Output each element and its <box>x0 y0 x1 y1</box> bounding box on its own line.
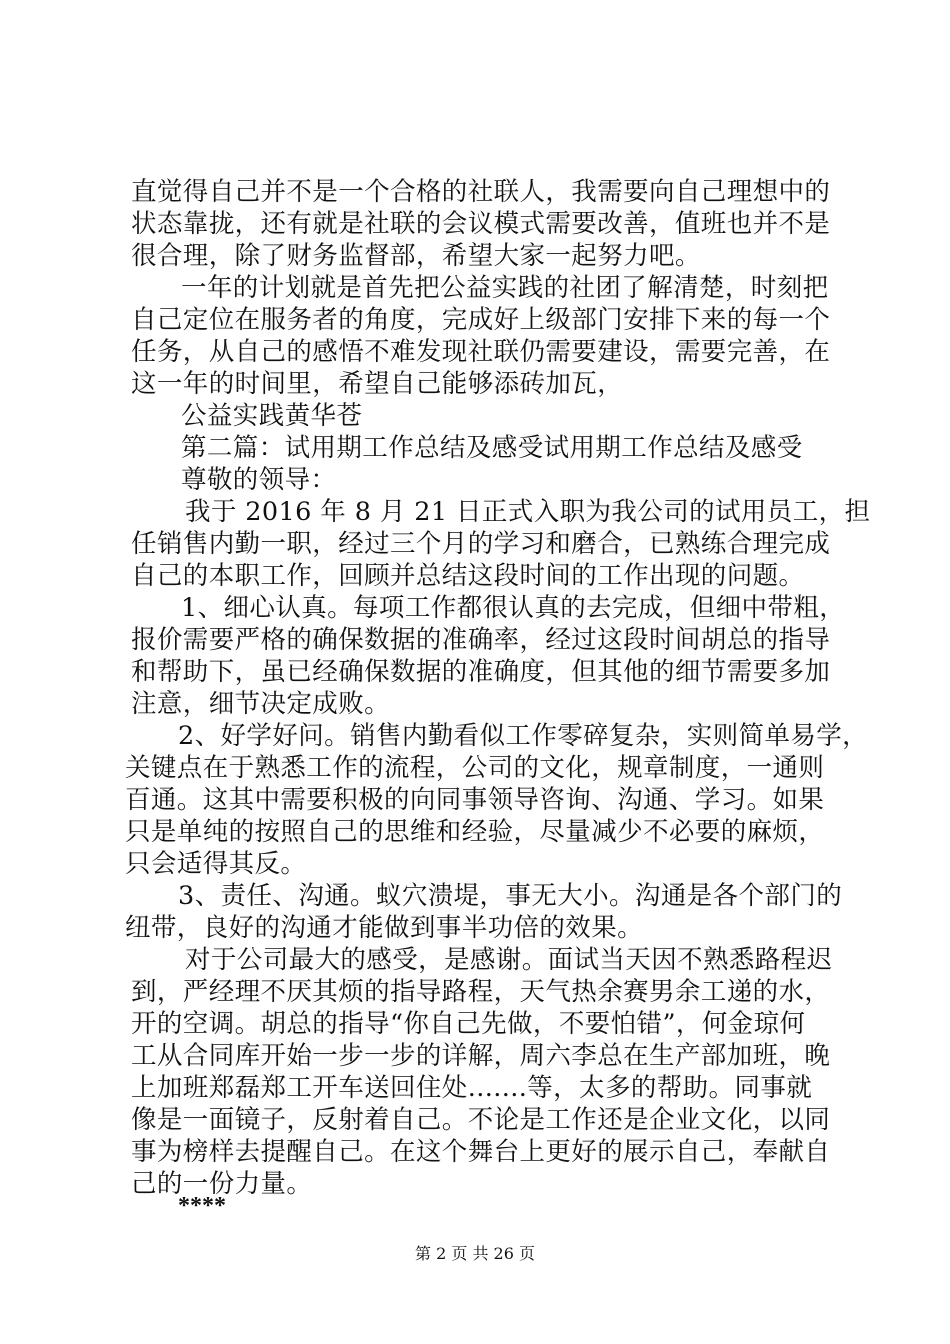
text-line: 1、细心认真。每项工作都很认真的去完成，但细中带粗， <box>181 593 846 623</box>
text-line: 我于 2016 年 8 月 21 日正式入职为我公司的试用员工，担 <box>185 497 871 527</box>
page-footer: 第 2 页 共 26 页 <box>415 1244 535 1263</box>
text-line: 一年的计划就是首先把公益实践的社团了解清楚，时刻把 <box>181 273 829 303</box>
text-line: 直觉得自己并不是一个合格的社联人，我需要向自己理想中的 <box>131 177 831 207</box>
text-line: 自己的本职工作，回顾并总结这段时间的工作出现的问题。 <box>131 561 805 591</box>
text-line: 任务，从自己的感悟不难发现社联仍需要建设，需要完善，在 <box>131 337 831 367</box>
text-line: 开的空调。胡总的指导“你自己先做，不要怕错”，何金琼何 <box>131 1009 806 1039</box>
text-line: 任销售内勤一职，经过三个月的学习和磨合，已熟练合理完成 <box>131 529 831 559</box>
text-line: 很合理，除了财务监督部，希望大家一起努力吧。 <box>131 241 701 271</box>
text-line: 事为榜样去提醒自己。在这个舞台上更好的展示自己，奉献自 <box>131 1137 831 1167</box>
text-line: 2、好学好问。销售内勤看似工作零碎复杂，实则简单易学， <box>178 721 869 751</box>
text-line: 3、责任、沟通。蚁穴溃堤，事无大小。沟通是各个部门的 <box>178 881 843 911</box>
separator-stars: **** <box>178 1193 226 1219</box>
text-line: 这一年的时间里，希望自己能够添砖加瓦， <box>131 369 624 399</box>
text-line: 状态靠拢，还有就是社联的会议模式需要改善，值班也并不是 <box>131 209 831 239</box>
text-line: 百通。这其中需要积极的向同事领导咨询、沟通、学习。如果 <box>125 785 825 815</box>
section-heading: 第二篇：试用期工作总结及感受试用期工作总结及感受 <box>181 433 803 463</box>
text-line: 像是一面镜子，反射着自己。不论是工作还是企业文化，以同 <box>131 1105 831 1135</box>
text-line: 自己定位在服务者的角度，完成好上级部门安排下来的每一个 <box>131 305 831 335</box>
text-line: 只是单纯的按照自己的思维和经验，尽量减少不必要的麻烦， <box>125 817 825 847</box>
text-line: 到，严经理不厌其烦的指导路程，天气热余赛男余工递的水， <box>131 977 831 1007</box>
signature-line: 公益实践黄华苍 <box>181 401 363 431</box>
text-line: 报价需要严格的确保数据的准确率，经过这段时间胡总的指导 <box>131 625 831 655</box>
text-line: 和帮助下，虽已经确保数据的准确度，但其他的细节需要多加 <box>131 657 831 687</box>
text-line: 工从合同库开始一步一步的详解，周六李总在生产部加班，晚 <box>131 1041 831 1071</box>
text-line: 纽带，良好的沟通才能做到事半功倍的效果。 <box>125 913 644 943</box>
text-line: 上加班郑磊郑工开车送回住处.......等，太多的帮助。同事就 <box>131 1073 813 1103</box>
text-line: 关键点在于熟悉工作的流程，公司的文化，规章制度，一通则 <box>125 753 825 783</box>
salutation: 尊敬的领导： <box>181 465 337 495</box>
text-line: 己的一份力量。 <box>131 1169 313 1199</box>
text-line: 只会适得其反。 <box>125 849 307 879</box>
text-line: 对于公司最大的感受，是感谢。面试当天因不熟悉路程迟 <box>185 945 833 975</box>
text-line: 注意，细节决定成败。 <box>131 689 391 719</box>
